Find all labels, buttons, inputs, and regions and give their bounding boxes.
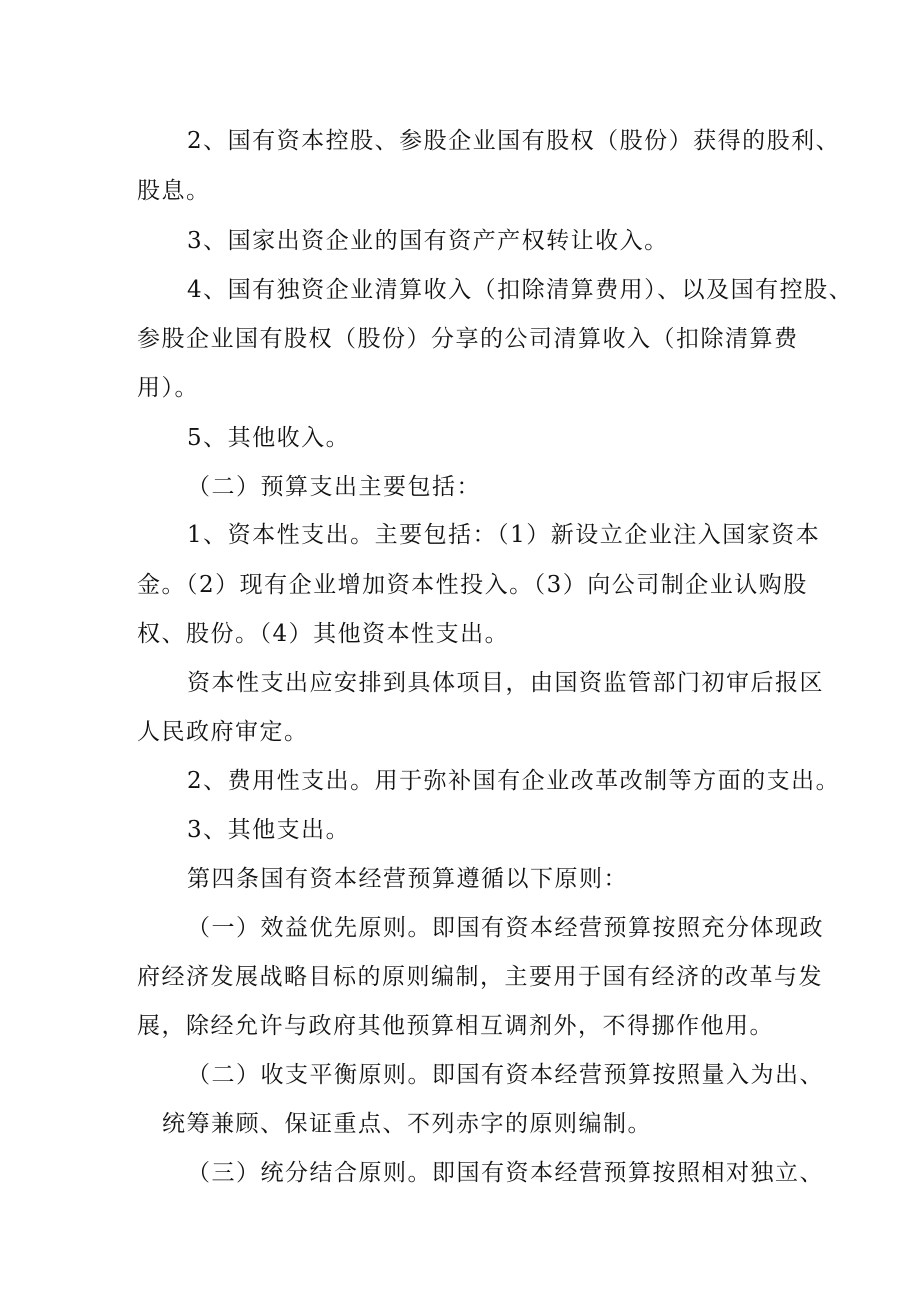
text-line: （二）收支平衡原则。即国有资本经营预算按照量入为出、 [187,1062,824,1088]
text-line: 人民政府审定。 [137,719,309,745]
text-line: 3、国家出资企业的国有资产产权转让收入。 [187,228,669,254]
text-line: 2、费用性支出。用于弥补国有企业改革改制等方面的支出。 [187,768,841,794]
text-line: （二）预算支出主要包括： [187,474,481,500]
text-line: 5、其他收入。 [187,425,351,451]
text-line: 第四条国有资本经营预算遵循以下原则： [187,866,628,892]
text-line: （一）效益优先原则。即国有资本经营预算按照充分体现政 [187,915,824,941]
text-line: 权、股份。（4）其他资本性支出。 [137,621,510,647]
text-line: 4、国有独资企业清算收入（扣除清算费用）、以及国有控股、 [187,277,854,303]
text-line: 金。（2）现有企业增加资本性投入。（3）向公司制企业认购股 [137,572,808,598]
text-line: 2、国有资本控股、参股企业国有股权（股份）获得的股利、 [187,128,841,154]
text-line: 1、资本性支出。主要包括：（1）新设立企业注入国家资本 [187,522,821,548]
text-line: 展，除经允许与政府其他预算相互调剂外，不得挪作他用。 [137,1013,774,1039]
text-line: 股息。 [137,178,211,204]
text-line: 府经济发展战略目标的原则编制，主要用于国有经济的改革与发 [137,964,823,990]
text-line: 统筹兼顾、保证重点、不列赤字的原则编制。 [162,1111,652,1137]
text-line: 用）。 [137,375,199,401]
text-line: （三）统分结合原则。即国有资本经营预算按照相对独立、 [187,1160,824,1186]
text-line: 参股企业国有股权（股份）分享的公司清算收入（扣除清算费 [137,326,799,352]
text-line: 资本性支出应安排到具体项目，由国资监管部门初审后报区 [187,670,824,696]
text-line: 3、其他支出。 [187,817,351,843]
